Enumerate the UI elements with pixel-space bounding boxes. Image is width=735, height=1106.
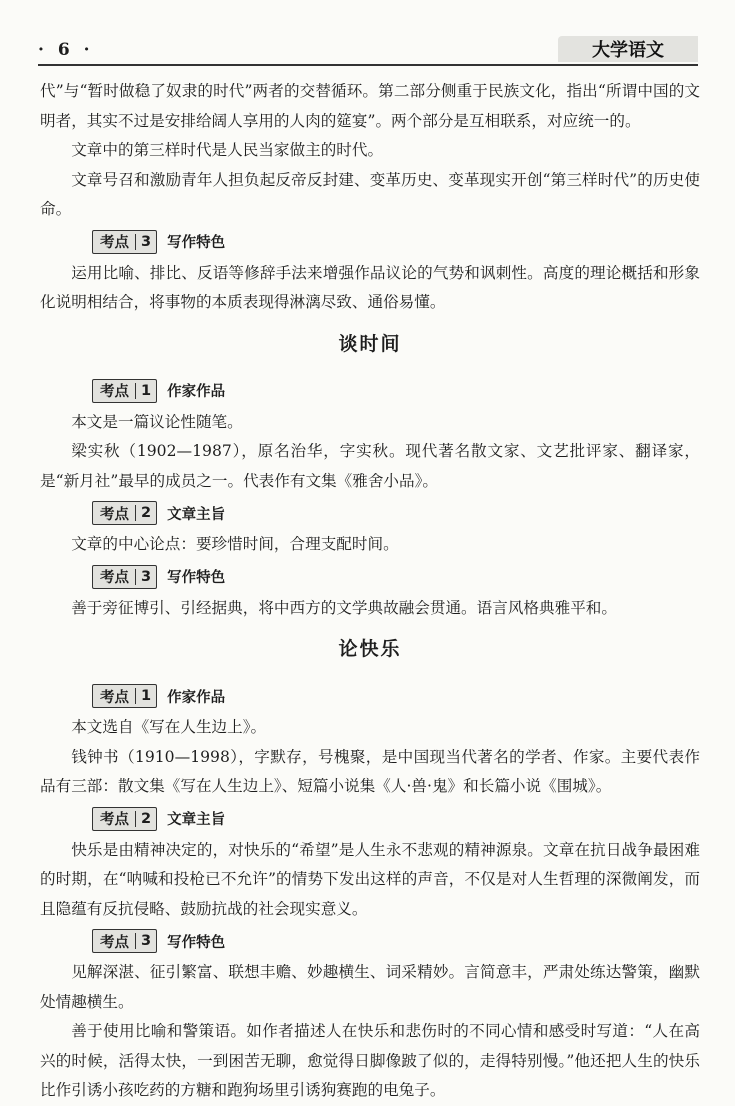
exam-point-title: 写作特色 — [167, 934, 226, 951]
paragraph: 文章的中心论点：要珍惜时间，合理支配时间。 — [71, 535, 399, 553]
exam-point-heading — [92, 563, 700, 591]
exam-point-badge: 考点 1 — [92, 684, 157, 708]
paragraph: 文章号召和激励青年人担负起反帝反封建、变革历史、变革现实开创“第三样时代”的历史使命。 — [40, 170, 700, 218]
paragraph: 运用比喻、排比、反语等修辞手法来增强作品议论的气势和讽刺性。高度的理论概括和形象化说明相结合，将事物的本质表现得淋漓尽致、通俗易懂。 — [40, 263, 700, 311]
paragraph: 快乐是由精神决定的，对快乐的“希望”是人生永不悲观的精神源泉。文章在抗日战争最困难的时期，在“呐喊和投枪已不允许”的情势下发出这样的声音，不仅是对人生哲理的深微阐发，而且隐蕴有反抗侵略、鼓励抗战的社会现实意义。 — [40, 840, 700, 918]
paragraph: 梁实秋（1902—1987），原名治华，字实秋。现代著名散文家、文艺批评家、翻译家，是“新月社”最早的成员之一。代表作有文集《雅舍小品》。 — [40, 442, 700, 490]
page-body — [40, 77, 700, 1106]
exam-point-title: 写作特色 — [167, 570, 226, 586]
exam-point-heading — [92, 682, 700, 710]
exam-point-title: 文章主旨 — [167, 812, 226, 828]
exam-point-heading — [92, 927, 700, 955]
paragraph: 本文是一篇议论性随笔。 — [71, 412, 243, 431]
paragraph: 本文选自《写在人生边上》。 — [71, 718, 267, 736]
exam-point-badge: 考点 3 — [92, 230, 157, 254]
exam-point-heading — [92, 228, 700, 256]
exam-point-badge: 考点 3 — [92, 929, 157, 953]
exam-point-title: 作家作品 — [167, 689, 226, 706]
header-rule — [38, 64, 698, 66]
running-title: 大学语文 — [558, 36, 698, 62]
paragraph: 钱钟书（1910—1998），字默存，号槐聚，是中国现当代著名的学者、作家。主要代表作品有三部：散文集《写在人生边上》、短篇小说集《人·兽·鬼》和长篇小说《围城》。 — [40, 747, 700, 795]
exam-point-title: 作家作品 — [167, 384, 226, 400]
exam-point-heading — [92, 499, 700, 527]
paragraph: 善于旁征博引、引经据典，将中西方的文学典故融会贯通。语言风格典雅平和。 — [71, 598, 617, 617]
section-title: 谈时间 — [338, 332, 402, 355]
exam-point-title: 写作特色 — [167, 235, 226, 251]
exam-point-badge: 考点 2 — [92, 807, 157, 831]
exam-point-title: 文章主旨 — [167, 506, 226, 523]
exam-point-badge: 考点 2 — [92, 501, 157, 525]
paragraph: 文章中的第三样时代是人民当家做主的时代。 — [71, 141, 384, 159]
exam-point-heading — [92, 377, 700, 405]
exam-point-heading — [92, 805, 700, 833]
page-number: · 6 · — [38, 40, 94, 60]
paragraph: 善于使用比喻和警策语。如作者描述人在快乐和悲伤时的不同心情和感受时写道：“人在高兴的时候，活得太快，一到困苦无聊，愈觉得日脚像跛了似的，走得特别慢。”他还把人生的快乐比作引诱小孩吃药的方糖和跑狗场里引诱狗赛跑的电兔子。 — [40, 1022, 700, 1099]
continued-paragraph: 代”与“暂时做稳了奴隶的时代”两者的交替循环。第二部分侧重于民族文化，指出“所谓中国的文明者，其实不过是安排给阔人享用的人肉的筵宴”。两个部分是互相联系，对应统一的。 — [40, 82, 700, 130]
page-header — [38, 36, 698, 66]
exam-point-badge: 考点 3 — [92, 565, 157, 589]
section-title: 论快乐 — [338, 638, 402, 660]
paragraph: 见解深湛、征引繁富、联想丰赡、妙趣横生、词采精妙。言简意丰，严肃处练达警策，幽默处情趣横生。 — [40, 963, 700, 1011]
exam-point-badge: 考点 1 — [92, 379, 157, 403]
